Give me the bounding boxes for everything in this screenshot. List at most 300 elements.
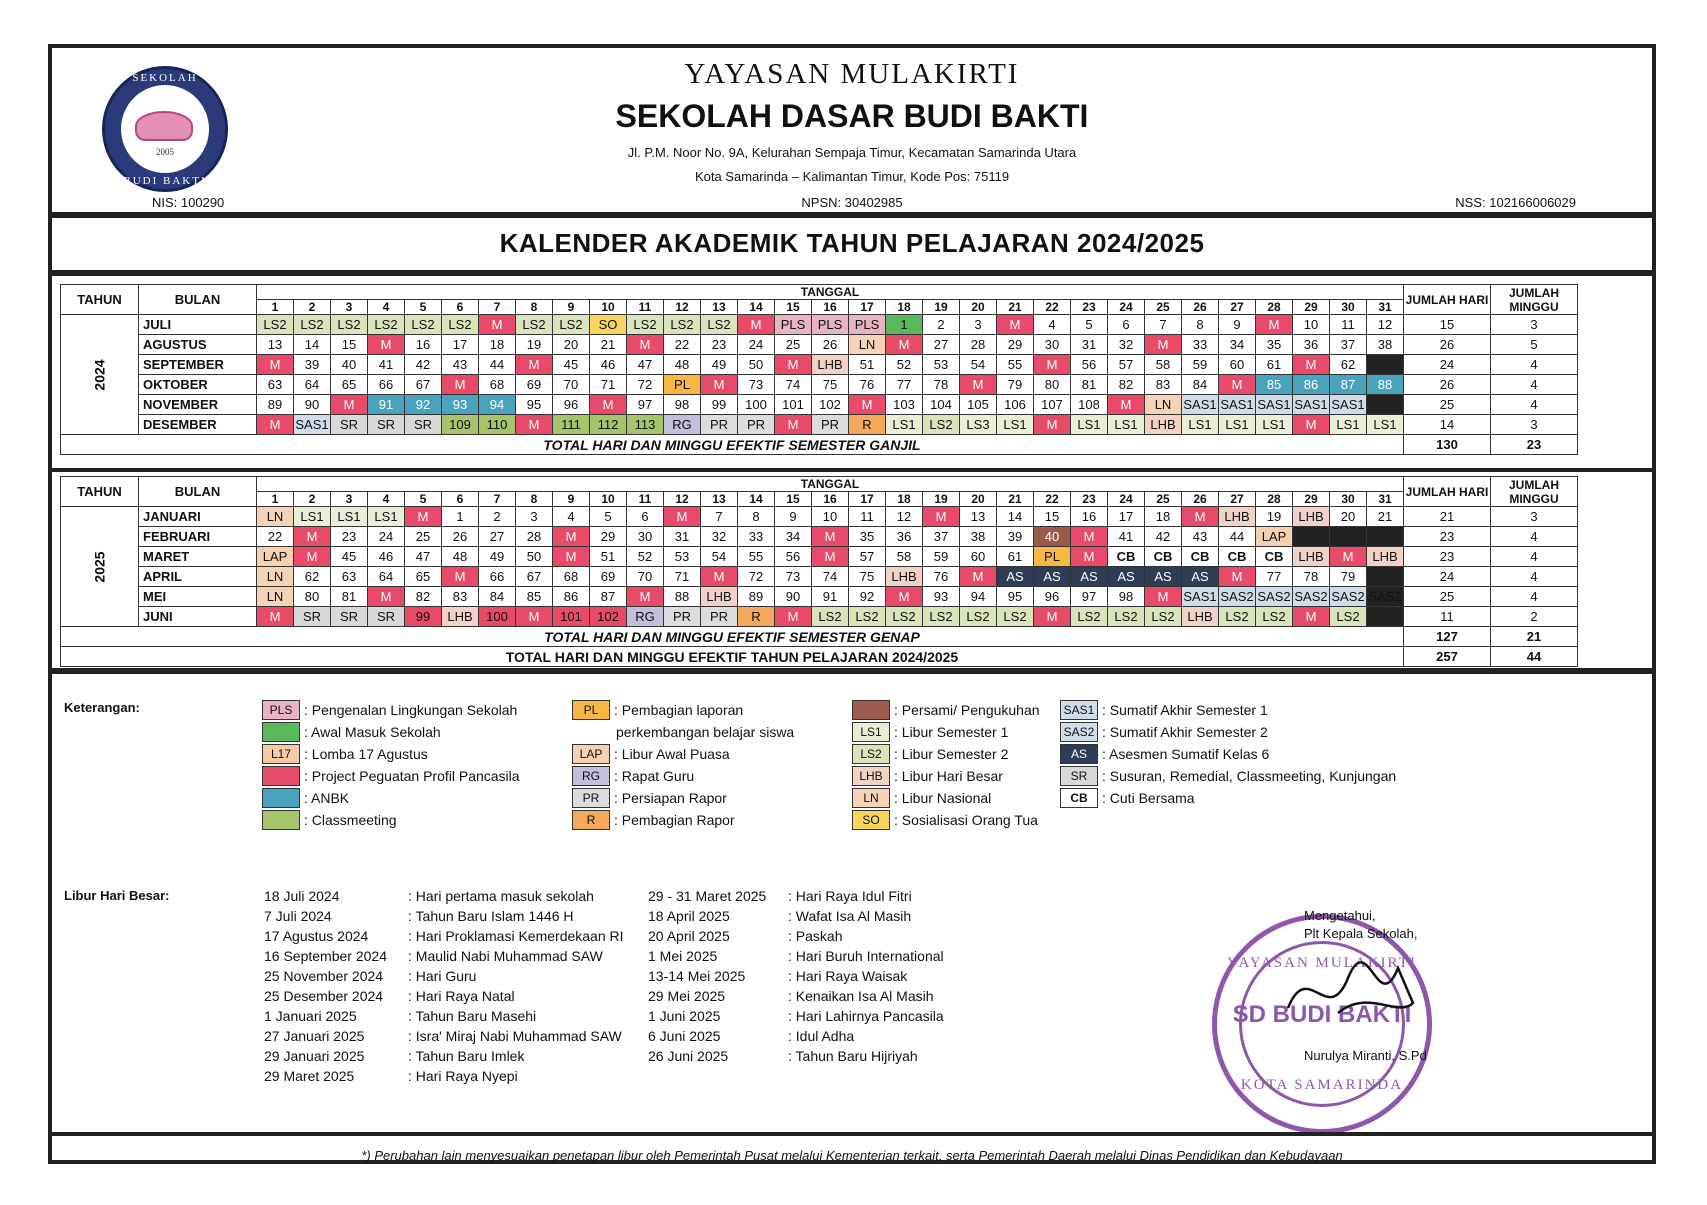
legend-text: : Pengenalan Lingkungan Sekolah xyxy=(304,702,518,718)
month-row xyxy=(61,527,1578,547)
day-cell: 18 xyxy=(479,335,516,355)
day-number-header: 17 xyxy=(849,492,886,507)
legend-item xyxy=(852,788,991,808)
legend-text: : Sumatif Akhir Semester 2 xyxy=(1102,724,1268,740)
day-cell: M xyxy=(775,415,812,435)
day-cell: 65 xyxy=(331,375,368,395)
day-cell: M xyxy=(1034,415,1071,435)
day-cell: 29 xyxy=(997,335,1034,355)
day-cell: 38 xyxy=(1367,335,1404,355)
day-cell: 16 xyxy=(405,335,442,355)
day-cell: 98 xyxy=(664,395,701,415)
day-cell: M xyxy=(442,375,479,395)
legend-swatch: R xyxy=(572,810,610,830)
day-cell: M xyxy=(257,607,294,627)
legend-item xyxy=(572,788,727,808)
month-name: NOVEMBER xyxy=(139,395,257,415)
holiday-date: 1 Juni 2025 xyxy=(648,1008,721,1024)
day-number-header: 6 xyxy=(442,492,479,507)
day-cell: 80 xyxy=(1034,375,1071,395)
holiday-desc: : Idul Adha xyxy=(788,1028,855,1044)
day-cell: M xyxy=(849,395,886,415)
day-cell: LS3 xyxy=(960,415,997,435)
day-cell: LN xyxy=(1145,395,1182,415)
day-cell: 96 xyxy=(553,395,590,415)
day-cell: 35 xyxy=(1256,335,1293,355)
month-row xyxy=(61,507,1578,527)
day-cell: M xyxy=(1293,415,1330,435)
signature-scribble xyxy=(1278,948,1428,1038)
day-cell: 48 xyxy=(442,547,479,567)
day-cell: M xyxy=(516,607,553,627)
signature-name: Nurulya Miranti, S.Pd xyxy=(1304,1048,1427,1063)
legend-item xyxy=(1060,700,1268,720)
year-cell xyxy=(61,315,139,435)
day-cell: 90 xyxy=(294,395,331,415)
day-cell: 47 xyxy=(405,547,442,567)
legend-item xyxy=(852,722,1008,742)
jumlah-hari-cell: 24 xyxy=(1404,355,1491,375)
stamp-middle-text: SD BUDI BAKTI xyxy=(1232,1001,1412,1028)
day-cell: 14 xyxy=(294,335,331,355)
day-cell: 74 xyxy=(812,567,849,587)
day-cell: 28 xyxy=(960,335,997,355)
day-cell: 99 xyxy=(701,395,738,415)
day-cell: M xyxy=(1330,547,1367,567)
day-cell: 88 xyxy=(1367,375,1404,395)
day-cell: SAS1 xyxy=(1182,587,1219,607)
day-cell: SO xyxy=(590,315,627,335)
day-cell: 34 xyxy=(1219,335,1256,355)
logo-top-text: SEKOLAH xyxy=(132,72,198,84)
day-cell: PL xyxy=(1034,547,1071,567)
day-cell: 5 xyxy=(590,507,627,527)
day-cell: 4 xyxy=(1034,315,1071,335)
day-cell: 9 xyxy=(775,507,812,527)
day-cell: 8 xyxy=(1182,315,1219,335)
day-cell: 73 xyxy=(775,567,812,587)
day-cell: 109 xyxy=(442,415,479,435)
semester-total-minggu: 23 xyxy=(1491,435,1578,455)
day-cell: CB xyxy=(1219,547,1256,567)
legend-text: : Pembagian laporan xyxy=(614,702,744,718)
day-number-header: 14 xyxy=(738,492,775,507)
day-cell: 63 xyxy=(331,567,368,587)
day-cell: 18 xyxy=(1145,507,1182,527)
day-cell: 85 xyxy=(1256,375,1293,395)
day-cell: LHB xyxy=(1219,507,1256,527)
day-cell: M xyxy=(1182,507,1219,527)
day-number-header: 7 xyxy=(479,492,516,507)
holiday-date: 13-14 Mei 2025 xyxy=(648,968,746,984)
day-cell: SAS2 xyxy=(1330,587,1367,607)
day-cell: M xyxy=(1219,375,1256,395)
day-cell: 27 xyxy=(479,527,516,547)
holiday-date: 25 November 2024 xyxy=(264,968,384,984)
day-cell: 78 xyxy=(923,375,960,395)
day-cell: 60 xyxy=(1219,355,1256,375)
day-cell: 49 xyxy=(701,355,738,375)
legend-title: Keterangan: xyxy=(64,700,140,715)
month-name: JANUARI xyxy=(139,507,257,527)
day-cell: 30 xyxy=(627,527,664,547)
day-cell: LS2 xyxy=(516,315,553,335)
day-number-header: 21 xyxy=(997,492,1034,507)
day-cell: 76 xyxy=(849,375,886,395)
day-cell: 52 xyxy=(627,547,664,567)
day-number-header: 1 xyxy=(257,492,294,507)
day-cell: 25 xyxy=(775,335,812,355)
day-cell: 10 xyxy=(1293,315,1330,335)
day-cell: 84 xyxy=(479,587,516,607)
day-cell: M xyxy=(516,415,553,435)
day-cell: 100 xyxy=(738,395,775,415)
day-cell: 68 xyxy=(479,375,516,395)
day-cell: 10 xyxy=(812,507,849,527)
day-cell: 8 xyxy=(738,507,775,527)
day-cell: M xyxy=(479,315,516,335)
jumlah-hari-cell: 14 xyxy=(1404,415,1491,435)
day-number-header: 29 xyxy=(1293,300,1330,315)
day-cell: 56 xyxy=(1071,355,1108,375)
stamp-bottom-text: KOTA SAMARINDA xyxy=(1240,1077,1404,1093)
day-number-header: 16 xyxy=(812,492,849,507)
day-cell: 13 xyxy=(960,507,997,527)
day-cell: 17 xyxy=(1108,507,1145,527)
day-cell: AS xyxy=(1034,567,1071,587)
day-cell: 11 xyxy=(1330,315,1367,335)
holiday-date: 17 Agustus 2024 xyxy=(264,928,369,944)
holiday-desc: : Kenaikan Isa Al Masih xyxy=(788,988,934,1004)
day-cell: 62 xyxy=(294,567,331,587)
day-number-header: 9 xyxy=(553,492,590,507)
month-row xyxy=(61,335,1578,355)
legend-item xyxy=(1060,766,1396,786)
jumlah-minggu-cell: 3 xyxy=(1491,315,1578,335)
day-cell: PR xyxy=(738,415,775,435)
day-number-header: 26 xyxy=(1182,492,1219,507)
legend-text: : Susuran, Remedial, Classmeeting, Kunjungan xyxy=(1102,768,1397,784)
day-cell: R xyxy=(849,415,886,435)
day-cell: 46 xyxy=(590,355,627,375)
holiday-desc: : Tahun Baru Hijriyah xyxy=(788,1048,918,1064)
grand-total-minggu: 44 xyxy=(1491,647,1578,667)
day-number-header: 18 xyxy=(886,492,923,507)
legend-item xyxy=(262,788,349,808)
day-cell: 60 xyxy=(960,547,997,567)
month-row xyxy=(61,547,1578,567)
day-cell: 73 xyxy=(738,375,775,395)
day-cell: LS2 xyxy=(331,315,368,335)
day-cell: SAS1 xyxy=(1219,395,1256,415)
day-cell: 75 xyxy=(849,567,886,587)
day-cell: LS2 xyxy=(886,607,923,627)
month-row xyxy=(61,355,1578,375)
day-cell: PLS xyxy=(812,315,849,335)
day-cell: M xyxy=(923,507,960,527)
day-cell: LS2 xyxy=(812,607,849,627)
day-cell: CB xyxy=(1256,547,1293,567)
col-tanggal-header: TANGGAL xyxy=(257,477,1404,492)
day-cell: 81 xyxy=(1071,375,1108,395)
day-cell: 79 xyxy=(1330,567,1367,587)
foundation-name: YAYASAN MULAKIRTI xyxy=(684,58,1020,90)
address-line-2: Kota Samarinda – Kalimantan Timur, Kode Pos: 75119 xyxy=(694,169,1010,184)
day-cell: 64 xyxy=(368,567,405,587)
legend-item xyxy=(572,810,735,830)
holiday-date: 6 Juni 2025 xyxy=(648,1028,721,1044)
day-cell: M xyxy=(1145,335,1182,355)
day-cell: AS xyxy=(1071,567,1108,587)
day-number-header: 14 xyxy=(738,300,775,315)
day-cell: 58 xyxy=(1145,355,1182,375)
legend-item xyxy=(852,700,1040,720)
jumlah-hari-cell: 15 xyxy=(1404,315,1491,335)
day-cell: SAS2 xyxy=(1219,587,1256,607)
day-cell: 44 xyxy=(1219,527,1256,547)
day-cell: M xyxy=(812,547,849,567)
legend-item xyxy=(262,744,428,764)
day-cell: PL xyxy=(664,375,701,395)
legend-text: : Libur Hari Besar xyxy=(894,768,1003,784)
day-number-header: 30 xyxy=(1330,492,1367,507)
day-cell: M xyxy=(812,527,849,547)
semester-total-minggu: 21 xyxy=(1491,627,1578,647)
month-row xyxy=(61,567,1578,587)
day-cell: LS2 xyxy=(1108,607,1145,627)
month-row xyxy=(61,415,1578,435)
day-number-header: 11 xyxy=(627,300,664,315)
title-divider xyxy=(52,270,1652,276)
table-bottom-divider xyxy=(52,668,1652,674)
day-cell: 29 xyxy=(590,527,627,547)
legend-text: : Asesmen Sumatif Kelas 6 xyxy=(1102,746,1270,762)
day-cell: 72 xyxy=(627,375,664,395)
jumlah-minggu-cell: 4 xyxy=(1491,587,1578,607)
day-cell: AS xyxy=(997,567,1034,587)
day-cell: LS1 xyxy=(886,415,923,435)
day-cell: RG xyxy=(664,415,701,435)
day-cell: 97 xyxy=(627,395,664,415)
day-number-header: 18 xyxy=(886,300,923,315)
day-cell: LS1 xyxy=(1071,415,1108,435)
grand-total-hari: 257 xyxy=(1404,647,1491,667)
day-cell: 56 xyxy=(775,547,812,567)
month-name: MEI xyxy=(139,587,257,607)
legend-swatch: SAS1 xyxy=(1060,700,1098,720)
legend-text: : Lomba 17 Agustus xyxy=(304,746,428,762)
day-number-header: 25 xyxy=(1145,492,1182,507)
legend-text: : Awal Masuk Sekolah xyxy=(304,724,441,740)
day-cell: M xyxy=(331,395,368,415)
day-number-header: 31 xyxy=(1367,492,1404,507)
jumlah-minggu-cell: 4 xyxy=(1491,355,1578,375)
col-bulan-header: BULAN xyxy=(139,285,257,315)
day-cell: 61 xyxy=(997,547,1034,567)
day-cell: 5 xyxy=(1071,315,1108,335)
holiday-desc: : Hari Raya Waisak xyxy=(788,968,908,984)
day-cell: 104 xyxy=(923,395,960,415)
day-cell: 87 xyxy=(590,587,627,607)
day-cell: 36 xyxy=(1293,335,1330,355)
day-cell: 14 xyxy=(997,507,1034,527)
day-cell: 38 xyxy=(960,527,997,547)
day-cell: 23 xyxy=(331,527,368,547)
day-cell: 98 xyxy=(1108,587,1145,607)
address-line-1: Jl. P.M. Noor No. 9A, Kelurahan Sempaja Timur, Kecamatan Samarinda Utara xyxy=(627,145,1077,160)
day-cell: M xyxy=(294,547,331,567)
legend-text-continued: perkembangan belajar siswa xyxy=(616,724,795,740)
day-cell: M xyxy=(1071,547,1108,567)
col-bulan-header: BULAN xyxy=(139,477,257,507)
day-cell: PR xyxy=(701,415,738,435)
day-number-header: 10 xyxy=(590,492,627,507)
day-cell: PLS xyxy=(775,315,812,335)
col-tanggal-header: TANGGAL xyxy=(257,285,1404,300)
day-number-header: 28 xyxy=(1256,492,1293,507)
legend-item xyxy=(1060,788,1195,808)
day-cell: LS1 xyxy=(1256,415,1293,435)
col-tahun-header: TAHUN xyxy=(61,285,139,315)
day-number-header: 8 xyxy=(516,300,553,315)
day-cell: LS2 xyxy=(1330,607,1367,627)
day-cell: 39 xyxy=(294,355,331,375)
grand-total-row xyxy=(61,647,1578,667)
day-cell: LHB xyxy=(701,587,738,607)
day-cell: LHB xyxy=(886,567,923,587)
day-cell: 102 xyxy=(812,395,849,415)
legend xyxy=(64,700,1644,840)
day-cell: 113 xyxy=(627,415,664,435)
holiday-desc: : Hari Lahirnya Pancasila xyxy=(788,1008,944,1024)
day-cell: M xyxy=(664,507,701,527)
day-cell: 79 xyxy=(997,375,1034,395)
day-number-header: 6 xyxy=(442,300,479,315)
day-number-header: 2 xyxy=(294,492,331,507)
header-divider xyxy=(52,212,1652,218)
day-number-header: 19 xyxy=(923,492,960,507)
day-cell: LS2 xyxy=(923,415,960,435)
jumlah-hari-cell: 25 xyxy=(1404,395,1491,415)
day-cell: 54 xyxy=(701,547,738,567)
day-cell: M xyxy=(590,395,627,415)
day-cell: LS2 xyxy=(960,607,997,627)
day-cell: LHB xyxy=(1293,547,1330,567)
day-cell: 97 xyxy=(1071,587,1108,607)
footer-divider xyxy=(52,1132,1652,1136)
day-cell: 37 xyxy=(1330,335,1367,355)
day-cell: SAS1 xyxy=(1330,395,1367,415)
day-number-header: 28 xyxy=(1256,300,1293,315)
day-cell: 67 xyxy=(405,375,442,395)
legend-swatch: PL xyxy=(572,700,610,720)
day-cell: 82 xyxy=(1108,375,1145,395)
day-number-header: 3 xyxy=(331,300,368,315)
day-cell: 55 xyxy=(997,355,1034,375)
day-cell: 64 xyxy=(294,375,331,395)
legend-item xyxy=(852,766,1003,786)
day-cell: LN xyxy=(257,507,294,527)
legend-swatch xyxy=(262,788,300,808)
day-number-header: 27 xyxy=(1219,492,1256,507)
col-jumlah-minggu-header: JUMLAH MINGGU xyxy=(1491,477,1578,507)
day-cell: 57 xyxy=(1108,355,1145,375)
day-cell: 3 xyxy=(960,315,997,335)
day-cell: 102 xyxy=(590,607,627,627)
day-cell: 88 xyxy=(664,587,701,607)
holiday-desc: : Hari pertama masuk sekolah xyxy=(408,888,594,904)
day-cell: 99 xyxy=(405,607,442,627)
jumlah-hari-cell: 23 xyxy=(1404,547,1491,567)
day-cell: 20 xyxy=(553,335,590,355)
day-cell: LS2 xyxy=(368,315,405,335)
jumlah-minggu-cell: 2 xyxy=(1491,607,1578,627)
month-row xyxy=(61,587,1578,607)
day-cell: 80 xyxy=(294,587,331,607)
holiday-desc: : Paskah xyxy=(788,928,843,944)
day-cell xyxy=(1367,567,1404,587)
nss-number: NSS: 102166006029 xyxy=(1455,195,1576,210)
day-cell: 50 xyxy=(738,355,775,375)
holiday-date: 1 Januari 2025 xyxy=(264,1008,357,1024)
day-cell: 26 xyxy=(812,335,849,355)
day-cell: LS1 xyxy=(294,507,331,527)
day-cell: 35 xyxy=(849,527,886,547)
jumlah-minggu-cell: 4 xyxy=(1491,547,1578,567)
day-cell: 86 xyxy=(553,587,590,607)
day-cell: 91 xyxy=(368,395,405,415)
day-cell: 9 xyxy=(1219,315,1256,335)
holiday-list xyxy=(64,888,1364,1138)
holiday-desc: : Hari Buruh International xyxy=(788,948,944,964)
day-cell: 40 xyxy=(1034,527,1071,547)
legend-swatch: AS xyxy=(1060,744,1098,764)
day-cell: LS1 xyxy=(368,507,405,527)
holiday-date: 18 April 2025 xyxy=(648,908,730,924)
day-cell: LHB xyxy=(1182,607,1219,627)
day-cell: 111 xyxy=(553,415,590,435)
day-cell: 15 xyxy=(331,335,368,355)
legend-swatch: RG xyxy=(572,766,610,786)
legend-swatch: SR xyxy=(1060,766,1098,786)
day-cell: M xyxy=(442,567,479,587)
legend-text: : Libur Awal Puasa xyxy=(614,746,730,762)
month-row xyxy=(61,395,1578,415)
day-cell: 6 xyxy=(1108,315,1145,335)
day-cell: 59 xyxy=(1182,355,1219,375)
day-number-header: 7 xyxy=(479,300,516,315)
grand-total-label: TOTAL HARI DAN MINGGU EFEKTIF TAHUN PELAJARAN 2024/2025 xyxy=(61,647,1404,667)
semester-ganjil-table xyxy=(60,284,1578,455)
holiday-date: 27 Januari 2025 xyxy=(264,1028,365,1044)
day-cell: 58 xyxy=(886,547,923,567)
day-cell: LS2 xyxy=(405,315,442,335)
day-cell xyxy=(1367,607,1404,627)
day-cell: 12 xyxy=(1367,315,1404,335)
day-cell: 71 xyxy=(590,375,627,395)
month-name: APRIL xyxy=(139,567,257,587)
day-cell: SAS2 xyxy=(1293,587,1330,607)
day-number-header: 4 xyxy=(368,300,405,315)
day-cell: 89 xyxy=(738,587,775,607)
day-cell: 30 xyxy=(1034,335,1071,355)
day-cell: 84 xyxy=(1182,375,1219,395)
day-cell: 65 xyxy=(405,567,442,587)
jumlah-hari-cell: 25 xyxy=(1404,587,1491,607)
legend-swatch: LS1 xyxy=(852,722,890,742)
day-cell: 28 xyxy=(516,527,553,547)
day-cell: 89 xyxy=(257,395,294,415)
